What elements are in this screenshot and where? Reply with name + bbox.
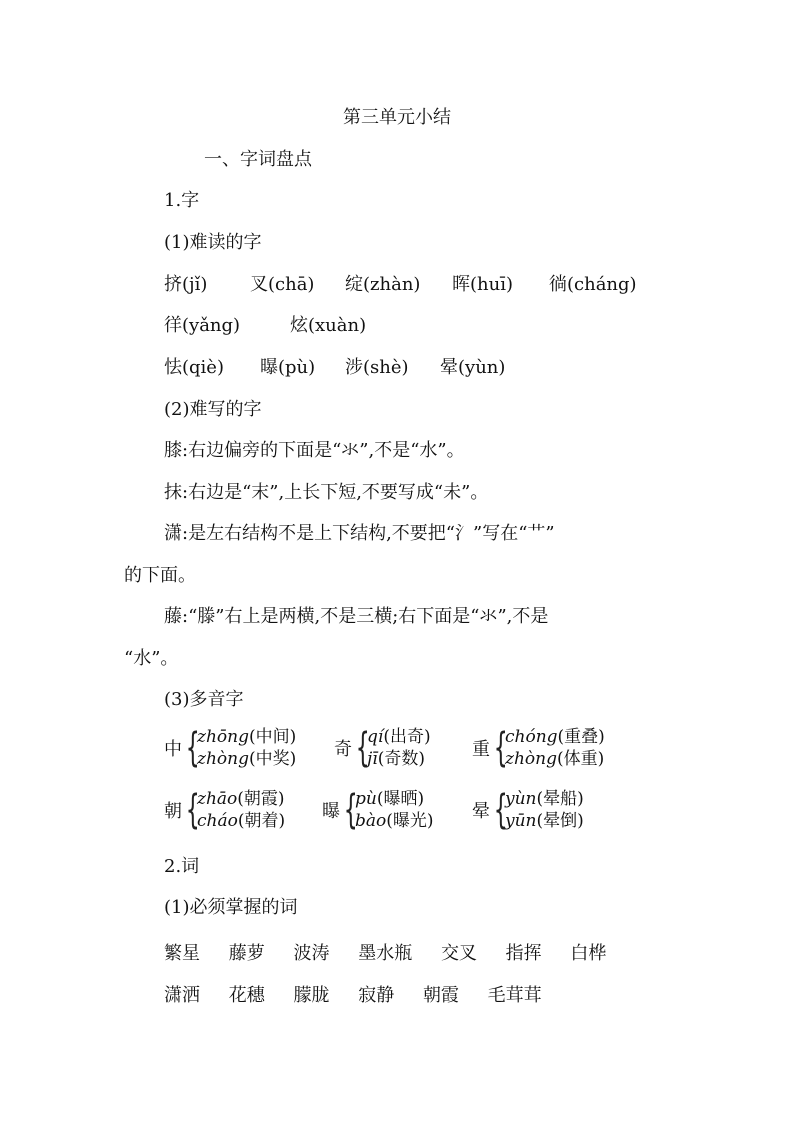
polyphone-heading: (3)多音字 [164,689,244,710]
brace-icon: { [185,787,200,833]
pinyin: cháo [197,811,238,831]
polyphone-char: 重 [472,739,490,760]
example-word: (朝霞) [237,789,285,809]
polyphone-entry [322,788,434,832]
char-reading: 叉(chā) [250,274,315,295]
char-reading: 怯(qiè) [164,357,224,378]
char-reading: 晖(huī) [452,274,513,295]
polyphone-char: 曝 [322,801,340,822]
vocab-word: 毛茸茸 [487,985,542,1006]
subsection-heading: 2.词 [164,856,200,877]
char-reading: 徉(yǎng) [164,315,241,336]
pinyin: zhōng [197,727,249,747]
char-reading: 曝(pù) [260,357,316,378]
polyphone-char: 中 [164,739,182,760]
polyphone-entry [472,788,584,832]
brace-icon: { [493,787,508,833]
hard-write-item: 的下面。 [124,565,196,586]
char-reading: 挤(jǐ) [164,274,208,295]
vocab-word: 花穗 [228,985,265,1006]
polyphone-entry [472,726,605,770]
example-word: (体重) [556,749,605,769]
vocab-word: 潇洒 [164,985,200,1006]
pinyin: zhòng [197,749,249,769]
vocab-word: 繁星 [164,943,200,964]
hard-write-item: “水”。 [124,648,179,669]
pinyin: zhāo [197,789,238,809]
vocab-word: 白桦 [570,943,607,964]
example-word: (晕船) [536,789,584,809]
pinyin: zhòng [505,749,557,769]
hard-write-heading: (2)难写的字 [164,399,262,420]
pinyin: bào [355,811,387,831]
example-word: (中间) [248,727,297,747]
example-word: (曝光) [386,811,434,831]
brace-icon: { [355,725,370,771]
brace-icon: { [185,725,200,771]
polyphone-entry [164,726,296,770]
page-title: 第三单元小结 [343,107,451,128]
char-reading: 绽(zhàn) [345,274,421,295]
char-reading: 涉(shè) [345,357,409,378]
section-heading: 一、字词盘点 [204,149,312,170]
hard-write-item: 藤:“滕”右上是两横,不是三横;右下面是“氺”,不是 [164,606,549,627]
brace-icon: { [493,725,508,771]
example-word: (中奖) [248,749,297,769]
hard-write-item: 抹:右边是“末”,上长下短,不要写成“未”。 [164,482,489,503]
hard-write-item: 潇:是左右结构不是上下结构,不要把“氵”写在“艹” [164,523,555,544]
polyphone-char: 晕 [472,801,490,822]
vocab-word: 朝霞 [422,985,459,1006]
example-word: (朝着) [237,811,286,831]
hard-write-item: 膝:右边偏旁的下面是“氺”,不是“水”。 [164,440,465,461]
example-word: (重叠) [557,727,605,747]
example-word: (曝晒) [376,789,425,809]
vocab-word: 朦胧 [293,985,330,1006]
char-reading: 徜(cháng) [549,274,637,295]
char-reading: 炫(xuàn) [290,315,367,336]
pinyin: yūn [505,811,537,831]
example-word: (出奇) [383,727,431,747]
char-reading: 晕(yùn) [440,357,506,378]
polyphone-char: 奇 [334,739,352,760]
pinyin: pù [355,789,377,809]
brace-icon: { [343,787,358,833]
vocab-word: 波涛 [293,943,330,964]
pinyin: yùn [505,789,537,809]
vocab-word: 藤萝 [228,943,265,964]
vocab-word: 墨水瓶 [358,943,413,964]
word-row [164,939,629,965]
vocab-word: 指挥 [505,943,542,964]
example-word: (晕倒) [536,811,584,831]
pinyin: jī [367,749,378,769]
must-heading: (1)必须掌握的词 [164,897,298,918]
subsection-heading: 1.字 [164,190,200,211]
vocab-word: 交叉 [440,943,477,964]
vocab-word: 寂静 [358,985,395,1006]
hard-read-heading: (1)难读的字 [164,232,262,253]
pinyin: chóng [505,727,558,747]
pinyin: qí [367,727,384,747]
word-row [164,981,565,1007]
polyphone-char: 朝 [164,801,182,822]
polyphone-entry [334,726,431,770]
polyphone-entry [164,788,285,832]
example-word: (奇数) [377,749,425,769]
